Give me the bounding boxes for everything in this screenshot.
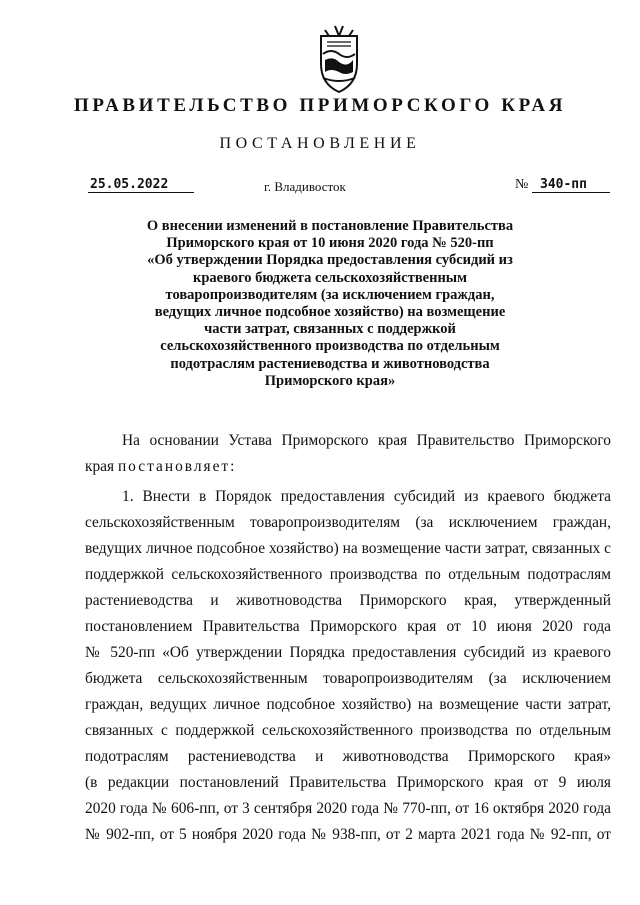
body-line: постановлением Правительства Приморского края от 10 июня 2020 года [85,618,611,635]
body-line: ведущих личное подсобное хозяйство) на возмещение части затрат, связанных с [85,540,611,557]
subject-line: Приморского края» [264,372,396,389]
body-line: сельскохозяйственным товаропроизводителям (за исключением граждан, [85,514,611,531]
body-line: поддержкой сельскохозяйственного производства по отдельным подотраслям [85,566,611,583]
body-line: растениеводства и животноводства Приморского края, утвержденный [85,592,611,609]
body-line: подотраслям растениеводства и животноводства Приморского края» [85,748,611,765]
subject-line: краевого бюджета сельскохозяйственным [193,269,467,286]
number-sign: № [515,177,529,192]
body-line: 2020 года № 606-пп, от 3 сентября 2020 года № 770-пп, от 16 октября 2020 года [85,800,611,817]
subject-line: ведущих личное подсобное хозяйство) на возмещение [154,304,506,321]
body-line: № 902-пп, от 5 ноября 2020 года № 938-пп, от 2 марта 2021 года № 92-пп, от [85,826,611,843]
number-underline [532,192,610,193]
subject-line: Приморского края от 10 июня 2020 года № 520-пп [166,235,494,252]
subject-line: товаропроизводителям (за исключением граждан, [165,286,495,303]
body-line: связанных с поддержкой сельскохозяйственного производства по отдельным [85,722,611,739]
date-underline [88,192,194,193]
body-line [85,458,611,476]
body-line: бюджета сельскохозяйственным товаропроизводителям (за исключением [85,670,611,687]
document-type: ПОСТАНОВЛЕНИЕ [219,135,421,152]
body-line: граждан, ведущих личное подсобное хозяйство) на возмещение части затрат, [85,696,611,713]
government-title: ПРАВИТЕЛЬСТВО ПРИМОРСКОГО КРАЯ [73,95,567,116]
document-date: 25.05.2022 [90,177,169,192]
body-line: 1. Внести в Порядок предоставления субсидий из краевого бюджета [122,488,611,505]
subject-line: части затрат, связанных с поддержкой [204,321,456,338]
body-line: На основании Устава Приморского края Правительство Приморского [122,432,611,449]
document-subject [100,218,560,390]
subject-line: «Об утверждении Порядка предоставления субсидий из [147,252,513,269]
body-text: края [85,458,118,475]
coat-of-arms-emblem [307,24,371,96]
subject-line: сельскохозяйственного производства по отдельным [160,338,500,355]
resolution-verb: постановляет: [117,458,237,475]
body-line: № 520-пп «Об утверждении Порядка предоставления субсидий из краевого [85,644,611,661]
body-line: (в редакции постановлений Правительства Приморского края от 9 июля [85,774,611,791]
document-number: 340-пп [540,177,587,192]
subject-line: подотраслям растениеводства и животноводства [170,355,490,372]
subject-line: О внесении изменений в постановление Правительства [146,218,514,234]
city-label: г. Владивосток [264,179,346,194]
